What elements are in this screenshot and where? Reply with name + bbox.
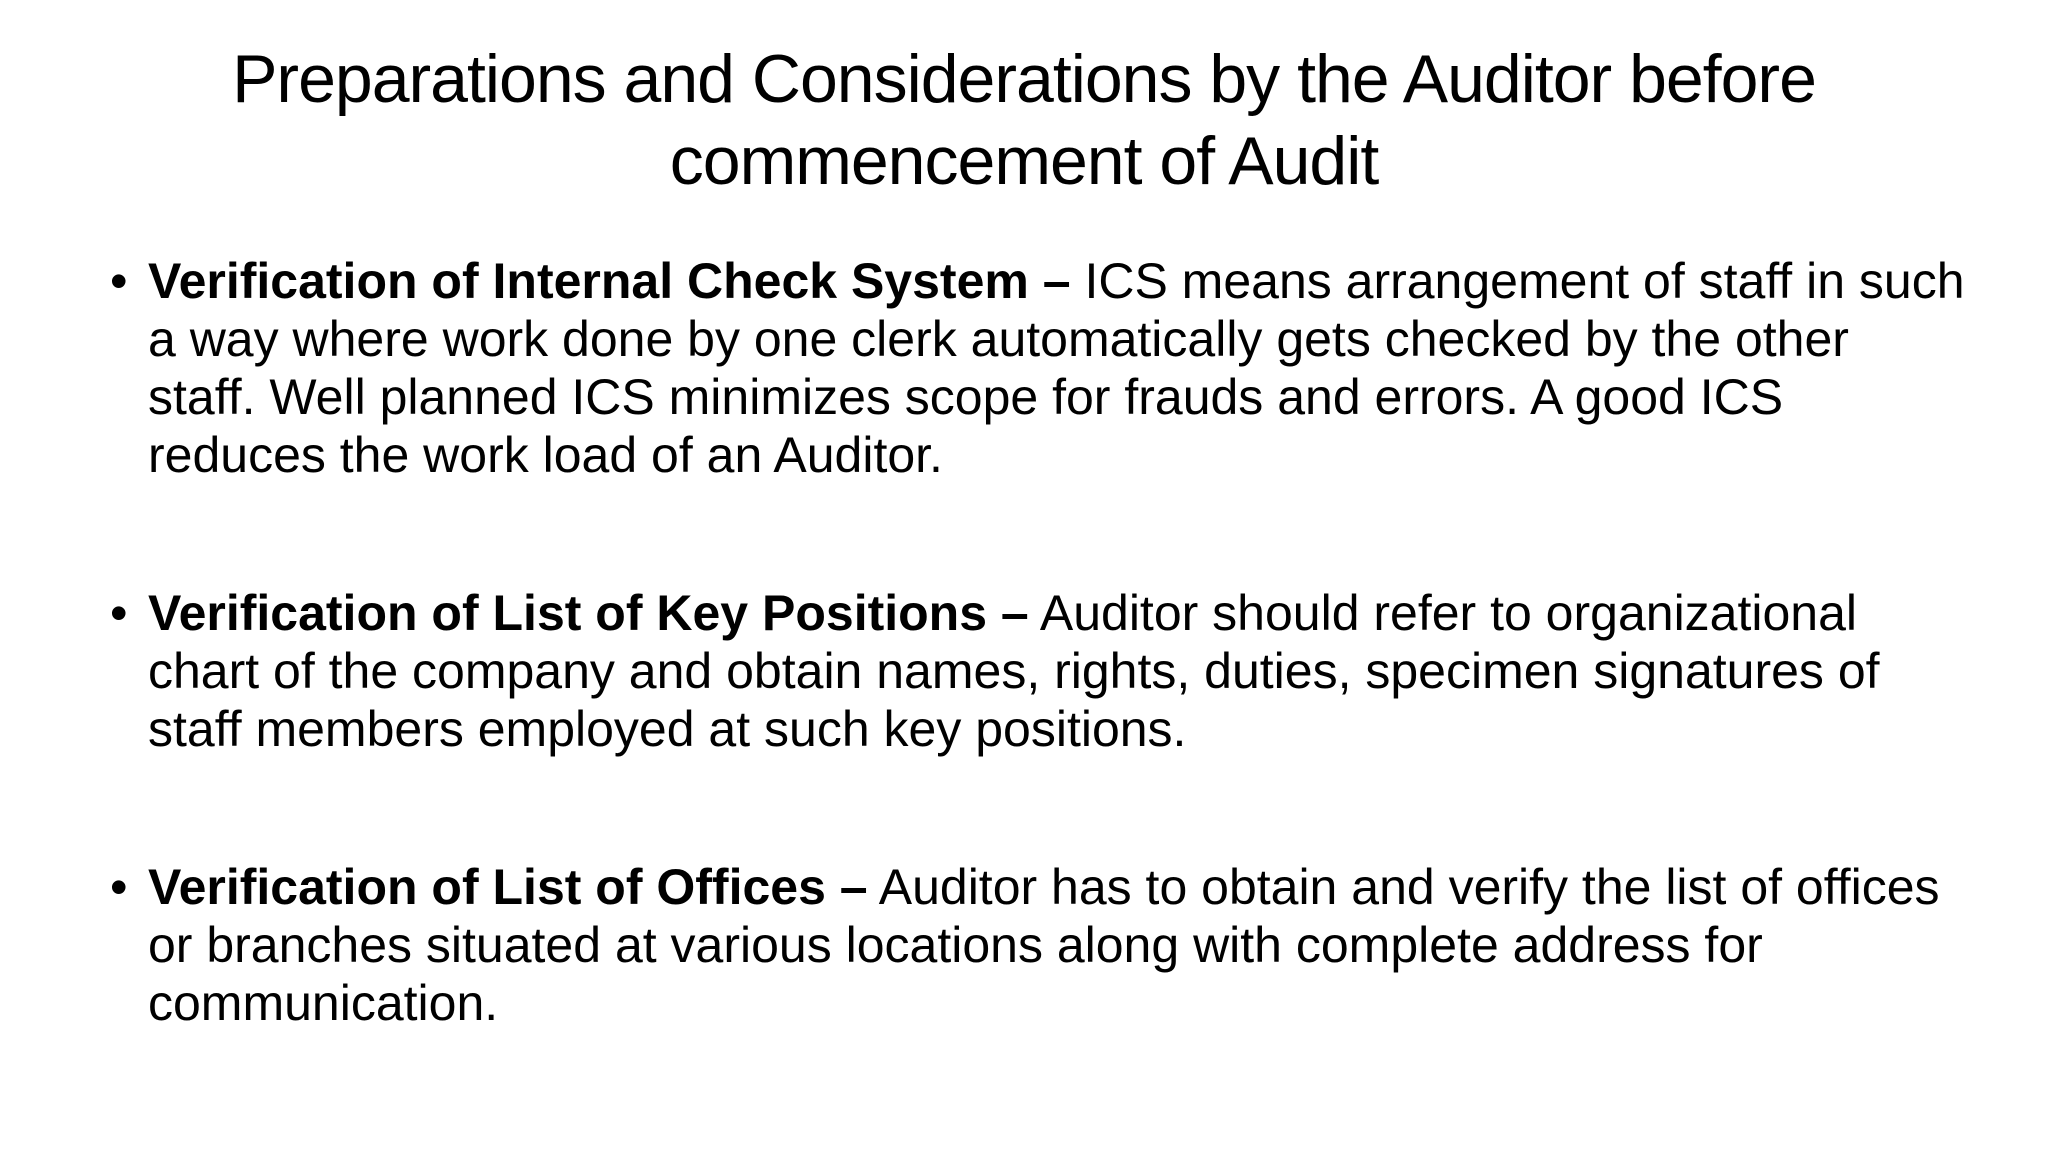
bullet-term: Verification of List of Key Positions – bbox=[148, 585, 1029, 641]
bullet-term: Verification of List of Offices – bbox=[148, 859, 868, 915]
bullet-text: Auditor should refer to organizational chart of the company and obtain names, rights, duties, specimen signatures of staff members employed at such key positions. bbox=[148, 585, 1880, 757]
bullet-dot-icon: • bbox=[110, 253, 128, 309]
bullet-dot-icon: • bbox=[110, 585, 128, 641]
bullet-item-internal-check-system bbox=[110, 252, 1970, 484]
bullet-dot-icon: • bbox=[110, 859, 128, 915]
bullet-list bbox=[110, 252, 1970, 1032]
slide-title: Preparations and Considerations by the Auditor before commencement of Audit bbox=[232, 41, 1816, 199]
bullet-term: Verification of Internal Check System – bbox=[148, 253, 1071, 309]
bullet-item-list-of-offices bbox=[110, 858, 1970, 1032]
bullet-item-key-positions bbox=[110, 584, 1970, 758]
bullet-text: Auditor has to obtain and verify the list of offices or branches situated at various locations along with complete address for communication. bbox=[148, 859, 1940, 1031]
bullet-text: ICS means arrangement of staff in such a way where work done by one clerk automatically gets checked by the other staff. Well planned ICS minimizes scope for frauds and errors. A good ICS reduces the work load of an Auditor. bbox=[148, 253, 1965, 483]
